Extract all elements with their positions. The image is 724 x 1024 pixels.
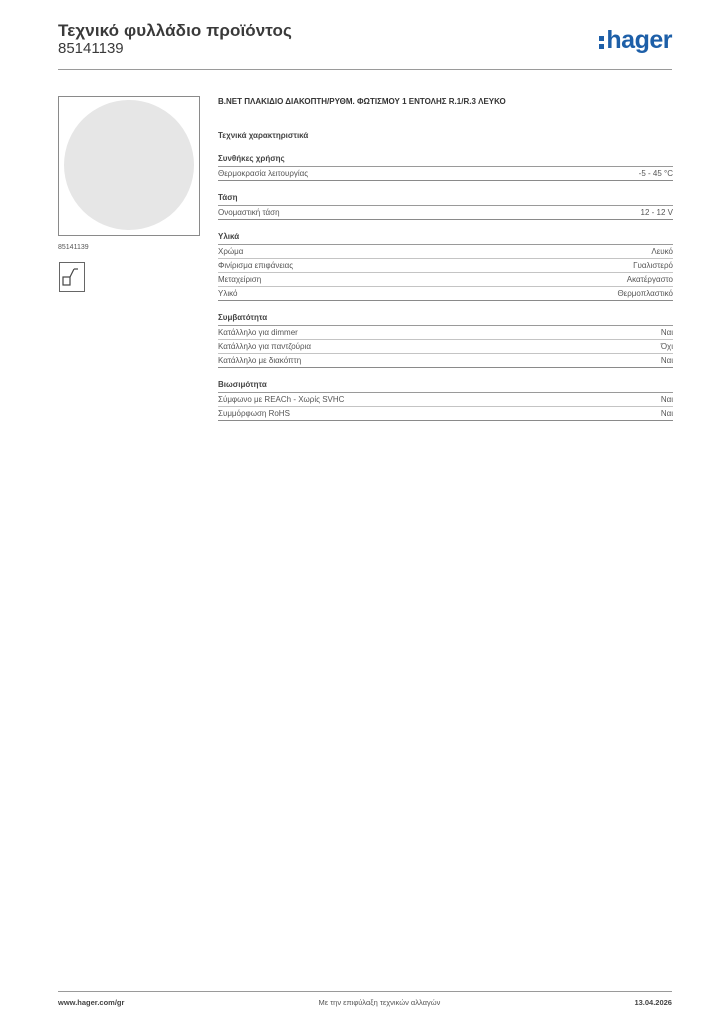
spec-value: Ναι [660,356,673,365]
spec-value: Όχι [660,342,673,351]
spec-content [218,96,673,421]
spec-value: Ναι [660,395,673,404]
spec-value: Ναι [660,328,673,337]
spec-value: Ακατέργαστο [626,275,673,284]
spec-label: Κατάλληλο για παντζούρια [218,342,312,351]
switch-symbol-icon [59,262,85,292]
spec-row [218,206,673,220]
section-title: Συνθήκες χρήσης [218,153,673,167]
footer-note: Με την επιφύλαξη τεχνικών αλλαγών [318,998,441,1007]
spec-row [218,245,673,259]
footer [58,998,672,1007]
spec-label: Θερμοκρασία λειτουργίας [218,169,309,178]
logo-text: hager [606,26,672,54]
tech-heading: Τεχνικά χαρακτηριστικά [218,131,309,140]
spec-label: Σύμφωνο με REACh - Χωρίς SVHC [218,395,345,404]
spec-label: Χρώμα [218,247,244,256]
spec-row [218,393,673,407]
spec-section [218,379,673,421]
spec-row [218,167,673,181]
spec-row [218,259,673,273]
hager-logo [599,26,672,55]
spec-label: Υλικό [218,289,238,298]
spec-value: Λευκό [651,247,673,256]
spec-row [218,354,673,368]
page-title: Τεχνικό φυλλάδιο προϊόντος [58,21,292,40]
section-title: Υλικά [218,231,673,245]
spec-label: Φινίρισμα επιφάνειας [218,261,294,270]
spec-section [218,312,673,368]
section-title: Βιωσιμότητα [218,379,673,393]
spec-section [218,192,673,220]
footer-date: 13.04.2026 [634,998,672,1007]
spec-value: Θερμοπλαστικό [617,289,673,298]
header-divider [58,69,672,70]
product-image-caption: 85141139 [58,244,89,251]
spec-label: Συμμόρφωση RoHS [218,409,290,418]
spec-label: Κατάλληλο με διακόπτη [218,356,302,365]
spec-section [218,153,673,181]
spec-sections [218,153,673,421]
footer-url[interactable]: www.hager.com/gr [58,998,125,1007]
spec-value: Ναι [660,409,673,418]
spec-label: Κατάλληλο για dimmer [218,328,298,337]
spec-label: Μεταχείριση [218,275,262,284]
product-title: B.NET ΠΛΑΚΙΔΙΟ ΔΙΑΚΟΠΤΗ/ΡΥΘΜ. ΦΩΤΙΣΜΟΥ 1 ΕΝΤΟΛΗΣ R.1/R.3 ΛΕΥΚΟ [218,97,506,106]
spec-row [218,340,673,354]
spec-value: 12 - 12 V [640,208,673,217]
spec-value: Γυαλιστερό [633,261,673,270]
spec-label: Ονομαστική τάση [218,208,280,217]
spec-row [218,273,673,287]
product-image [64,100,194,230]
spec-value: -5 - 45 °C [638,169,673,178]
logo-dots-icon [599,36,604,49]
product-code: 85141139 [58,40,124,57]
product-image-frame [58,96,200,236]
spec-row [218,407,673,421]
spec-section [218,231,673,301]
section-title: Συμβατότητα [218,312,673,326]
spec-row [218,326,673,340]
footer-divider [58,991,672,992]
section-title: Τάση [218,192,673,206]
spec-row [218,287,673,301]
